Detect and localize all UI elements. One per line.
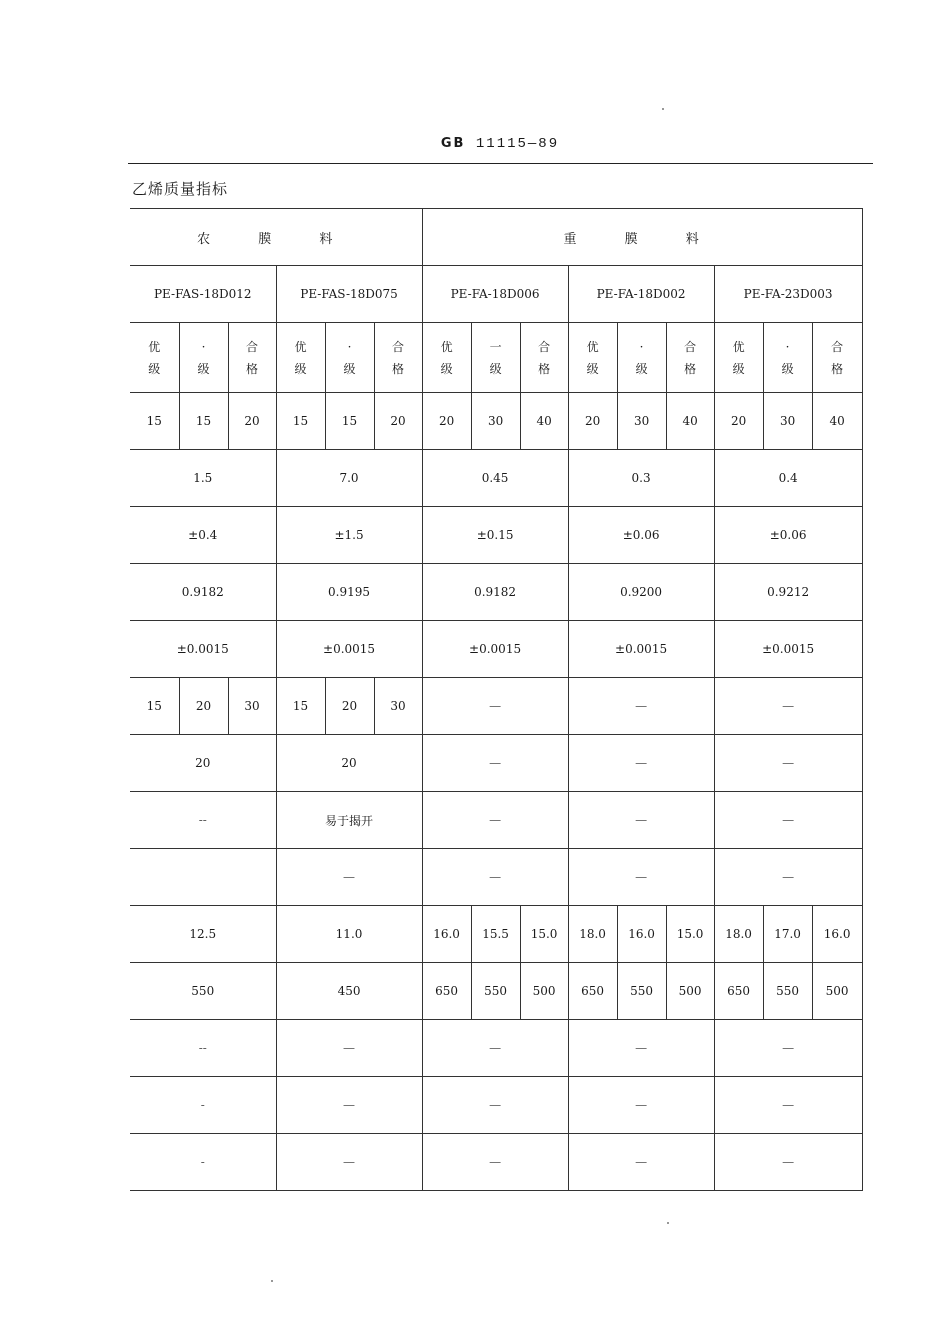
value-cell: 16.0 <box>812 906 862 963</box>
value-cell: ±0.0015 <box>714 621 862 678</box>
value-cell: 20 <box>374 393 422 450</box>
value-cell: 0.45 <box>422 450 568 507</box>
table-row <box>130 564 862 621</box>
value-cell: 0.3 <box>568 450 714 507</box>
table-row <box>130 963 862 1020</box>
table-row <box>130 678 862 735</box>
value-cell: 30 <box>471 393 520 450</box>
value-cell: 550 <box>130 963 276 1020</box>
standard-prefix: GB <box>440 136 466 151</box>
product-code: PE-FA-23D003 <box>714 266 862 323</box>
grade-cell: 合 格 <box>228 323 276 393</box>
value-cell: — <box>568 849 714 906</box>
group-header-row <box>130 209 862 266</box>
header-rule <box>128 163 873 164</box>
value-cell: 0.9195 <box>276 564 422 621</box>
grade-cell: 优 级 <box>276 323 325 393</box>
table-row <box>130 1077 862 1134</box>
product-code: PE-FAS-18D075 <box>276 266 422 323</box>
value-cell: 20 <box>179 678 228 735</box>
value-cell: 18.0 <box>714 906 763 963</box>
product-code: PE-FA-18D002 <box>568 266 714 323</box>
value-cell: — <box>422 849 568 906</box>
value-cell: — <box>568 1077 714 1134</box>
value-cell: — <box>568 1020 714 1077</box>
table-row <box>130 507 862 564</box>
value-cell: 0.9212 <box>714 564 862 621</box>
value-cell: 500 <box>812 963 862 1020</box>
value-cell: 0.9200 <box>568 564 714 621</box>
value-cell: — <box>276 1020 422 1077</box>
value-cell: 550 <box>471 963 520 1020</box>
standard-number: 11115—89 <box>475 136 560 152</box>
value-cell: — <box>568 792 714 849</box>
value-cell: — <box>714 792 862 849</box>
grade-cell: 一 级 <box>471 323 520 393</box>
value-cell: ±0.06 <box>714 507 862 564</box>
value-cell: 450 <box>276 963 422 1020</box>
value-cell: 15.0 <box>520 906 568 963</box>
value-cell: ±1.5 <box>276 507 422 564</box>
value-cell: 15 <box>276 678 325 735</box>
table-row <box>130 906 862 963</box>
quality-table <box>130 208 863 1191</box>
value-cell: — <box>568 1134 714 1191</box>
product-code: PE-FAS-18D012 <box>130 266 276 323</box>
group-agri-film: 农 膜 料 <box>130 209 422 266</box>
value-cell: 15 <box>130 393 179 450</box>
value-cell <box>130 849 276 906</box>
value-cell: — <box>714 678 862 735</box>
scan-speck <box>667 1222 669 1224</box>
value-cell: 15.5 <box>471 906 520 963</box>
value-cell: 20 <box>714 393 763 450</box>
table-row <box>130 1020 862 1077</box>
value-cell: 15.0 <box>666 906 714 963</box>
value-cell: 40 <box>666 393 714 450</box>
value-cell: — <box>714 1134 862 1191</box>
grade-cell: 优 级 <box>130 323 179 393</box>
grade-cell: · 级 <box>617 323 666 393</box>
value-cell: 20 <box>228 393 276 450</box>
grade-header-row <box>130 323 862 393</box>
value-cell: 18.0 <box>568 906 617 963</box>
table-row <box>130 393 862 450</box>
section-title: 乙烯质量指标 <box>132 180 229 198</box>
grade-cell: 优 级 <box>568 323 617 393</box>
table-row <box>130 849 862 906</box>
grade-cell: 合 格 <box>666 323 714 393</box>
value-cell: — <box>422 678 568 735</box>
value-cell: — <box>422 1134 568 1191</box>
grade-cell: 优 级 <box>422 323 471 393</box>
grade-cell: · 级 <box>763 323 812 393</box>
value-cell: — <box>568 735 714 792</box>
value-cell: — <box>276 1077 422 1134</box>
value-cell: — <box>714 1077 862 1134</box>
grade-cell: 合 格 <box>520 323 568 393</box>
value-cell: 30 <box>617 393 666 450</box>
value-cell: 650 <box>714 963 763 1020</box>
grade-cell: 优 级 <box>714 323 763 393</box>
grade-cell: · 级 <box>179 323 228 393</box>
value-cell: 20 <box>325 678 374 735</box>
grade-cell: 合 格 <box>812 323 862 393</box>
value-cell: — <box>714 735 862 792</box>
value-cell: — <box>422 1077 568 1134</box>
scan-speck <box>271 1280 273 1282</box>
value-cell: 易于揭开 <box>276 792 422 849</box>
value-cell: 650 <box>422 963 471 1020</box>
value-cell: ±0.4 <box>130 507 276 564</box>
value-cell: — <box>422 735 568 792</box>
value-cell: — <box>422 792 568 849</box>
scan-speck <box>662 108 664 110</box>
value-cell: 20 <box>130 735 276 792</box>
value-cell: ±0.0015 <box>422 621 568 678</box>
value-cell: 7.0 <box>276 450 422 507</box>
table-row <box>130 1134 862 1191</box>
table-row <box>130 450 862 507</box>
value-cell: 0.9182 <box>130 564 276 621</box>
table-row <box>130 621 862 678</box>
product-code: PE-FA-18D006 <box>422 266 568 323</box>
value-cell: -- <box>130 1020 276 1077</box>
value-cell: 16.0 <box>617 906 666 963</box>
value-cell: ±0.06 <box>568 507 714 564</box>
value-cell: 0.4 <box>714 450 862 507</box>
value-cell: ±0.0015 <box>568 621 714 678</box>
value-cell: 15 <box>325 393 374 450</box>
value-cell: 20 <box>568 393 617 450</box>
value-cell: 0.9182 <box>422 564 568 621</box>
table-row <box>130 735 862 792</box>
value-cell: 30 <box>374 678 422 735</box>
grade-cell: 合 格 <box>374 323 422 393</box>
value-cell: — <box>276 849 422 906</box>
value-cell: ±0.15 <box>422 507 568 564</box>
value-cell: 30 <box>228 678 276 735</box>
value-cell: — <box>422 1020 568 1077</box>
value-cell: — <box>568 678 714 735</box>
value-cell: 650 <box>568 963 617 1020</box>
value-cell: 550 <box>617 963 666 1020</box>
value-cell: 500 <box>520 963 568 1020</box>
value-cell: 15 <box>130 678 179 735</box>
value-cell: ±0.0015 <box>130 621 276 678</box>
value-cell: — <box>714 1020 862 1077</box>
value-cell: 12.5 <box>130 906 276 963</box>
grade-cell: · 级 <box>325 323 374 393</box>
value-cell: - <box>130 1134 276 1191</box>
value-cell: - <box>130 1077 276 1134</box>
value-cell: 20 <box>276 735 422 792</box>
value-cell: ±0.0015 <box>276 621 422 678</box>
product-header-row <box>130 266 862 323</box>
value-cell: — <box>276 1134 422 1191</box>
value-cell: -- <box>130 792 276 849</box>
value-cell: 15 <box>276 393 325 450</box>
standard-code <box>0 136 950 152</box>
value-cell: 30 <box>763 393 812 450</box>
value-cell: 40 <box>520 393 568 450</box>
value-cell: 15 <box>179 393 228 450</box>
group-heavy-film: 重 膜 料 <box>422 209 862 266</box>
value-cell: 17.0 <box>763 906 812 963</box>
value-cell: 500 <box>666 963 714 1020</box>
value-cell: 16.0 <box>422 906 471 963</box>
table-row <box>130 792 862 849</box>
value-cell: 1.5 <box>130 450 276 507</box>
value-cell: 20 <box>422 393 471 450</box>
value-cell: 40 <box>812 393 862 450</box>
value-cell: 11.0 <box>276 906 422 963</box>
value-cell: 550 <box>763 963 812 1020</box>
value-cell: — <box>714 849 862 906</box>
